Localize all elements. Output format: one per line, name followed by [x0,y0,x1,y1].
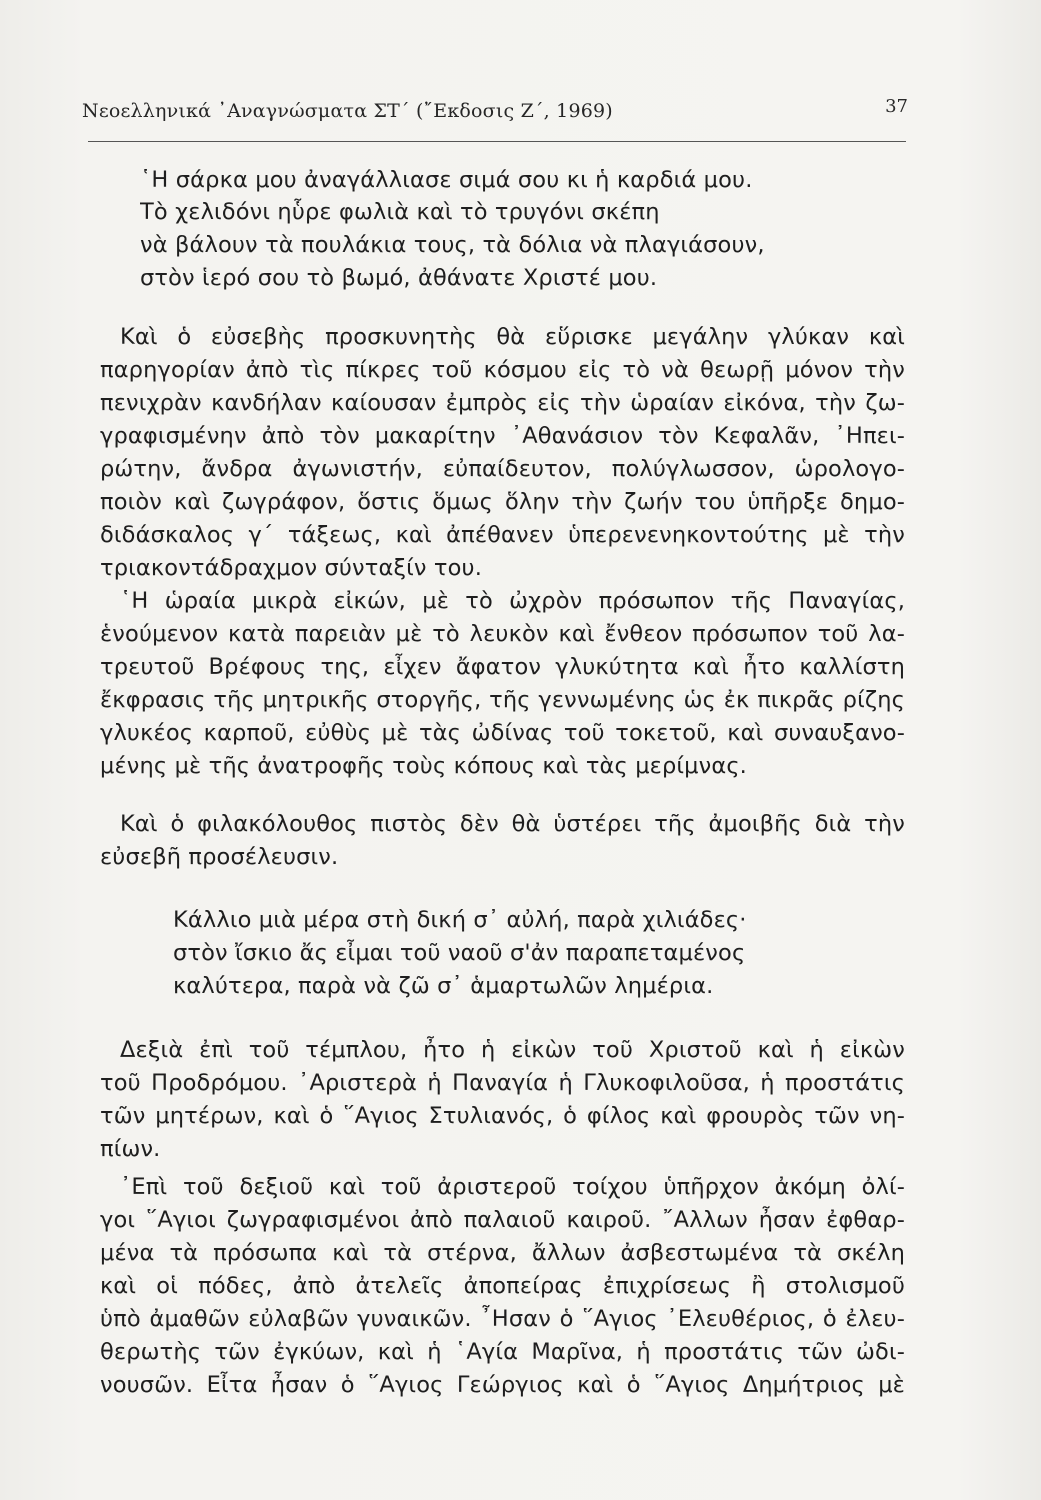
verse-line: ῾Η σάρκα μου ἀναγάλλιασε σιμά σου κι ἡ καρδιά μου. [140,167,753,193]
paragraph-line: ᾿Επὶ τοῦ δεξιοῦ καὶ τοῦ ἀριστεροῦ τοίχου ὑπῆρχον ἀκόμη ὀλί- [120,1174,905,1200]
paragraph-line: τριακοντάδραχμον σύνταξίν του. [100,555,483,581]
page-number: 37 [885,96,908,117]
paragraph-line: τοῦ Προδρόμου. ᾿Αριστερὰ ἡ Παναγία ἡ Γλυκοφιλοῦσα, ἡ προστάτις [100,1070,905,1096]
verse-line: Τὸ χελιδόνι ηὗρε φωλιὰ καὶ τὸ τρυγόνι σκέπη [140,199,660,225]
paragraph-line: ῾Η ὡραία μικρὰ εἰκών, μὲ τὸ ὠχρὸν πρόσωπον τῆς Παναγίας, [120,588,905,614]
verse-line: Κάλλιο μιὰ μέρα στὴ δική σ᾿ αὐλή, παρὰ χιλιάδες· [173,907,747,933]
paragraph-line: γοι ῞Αγιοι ζωγραφισμένοι ἀπὸ παλαιοῦ καιροῦ. ῎Αλλων ἦσαν ἐφθαρ- [100,1207,905,1233]
header-rule [88,141,906,142]
paragraph-line: νουσῶν. Εἶτα ἦσαν ὁ ῞Αγιος Γεώργιος καὶ ὁ ῞Αγιος Δημήτριος μὲ [100,1372,905,1398]
page-header [82,96,912,130]
paragraph-line: ἑνούμενον κατὰ παρειὰν μὲ τὸ λευκὸν καὶ ἔνθεον πρόσωπον τοῦ λα- [100,621,905,647]
paragraph-line: ρώτην, ἄνδρα ἀγωνιστήν, εὐπαίδευτον, πολύγλωσσον, ὡρολογο- [100,456,905,482]
paragraph-line: πενιχρὰν κανδήλαν καίουσαν ἐμπρὸς εἰς τὴν ὡραίαν εἰκόνα, τὴν ζω- [100,390,905,416]
paragraph-line: διδάσκαλος γ΄ τάξεως, καὶ ἀπέθανεν ὑπερενενηκοντούτης μὲ τὴν [100,522,905,548]
paragraph-line: θερωτὴς τῶν ἐγκύων, καὶ ἡ ῾Αγία Μαρῖνα, ἡ προστάτις τῶν ὠδι- [100,1339,905,1365]
paragraph-line: Δεξιὰ ἐπὶ τοῦ τέμπλου, ἦτο ἡ εἰκὼν τοῦ Χριστοῦ καὶ ἡ εἰκὼν [120,1037,905,1063]
paragraph-line: καὶ οἱ πόδες, ἀπὸ ἀτελεῖς ἀποπείρας ἐπιχρίσεως ἢ στολισμοῦ [100,1273,905,1299]
verse-line: στὸν ἴσκιο ἄς εἶμαι τοῦ ναοῦ σ'ἀν παραπεταμένος [173,940,746,966]
paragraph-line: ποιὸν καὶ ζωγράφον, ὅστις ὅμως ὅλην τὴν ζωήν του ὑπῆρξε δημο- [100,489,905,515]
paragraph-line: εὐσεβῆ προσέλευσιν. [100,844,339,870]
paragraph-line: Καὶ ὁ φιλακόλουθος πιστὸς δὲν θὰ ὑστέρει τῆς ἀμοιβῆς διὰ τὴν [120,811,905,837]
verse-line: καλύτερα, παρὰ νὰ ζῶ σ᾿ ἁμαρτωλῶν λημέρια. [173,973,714,999]
paragraph-line: μένα τὰ πρόσωπα καὶ τὰ στέρνα, ἄλλων ἀσβεστωμένα τὰ σκέλη [100,1240,905,1266]
paragraph-line: ὑπὸ ἀμαθῶν εὐλαβῶν γυναικῶν. ῏Ησαν ὁ ῞Αγιος ᾿Ελευθέριος, ὁ ἐλευ- [100,1306,905,1332]
paragraph-line: ἔκφρασις τῆς μητρικῆς στοργῆς, τῆς γεννωμένης ὡς ἐκ πικρᾶς ρίζης [100,687,905,713]
verse-line: νὰ βάλουν τὰ πουλάκια τους, τὰ δόλια νὰ πλαγιάσουν, [140,232,765,258]
paragraph-line: Καὶ ὁ εὐσεβὴς προσκυνητὴς θὰ εὕρισκε μεγάλην γλύκαν καὶ [120,324,905,350]
paragraph-line: πίων. [100,1136,161,1162]
verse-line: στὸν ἱερό σου τὸ βωμό, ἀθάνατε Χριστέ μου. [140,265,658,291]
running-title: Νεοελληνικά ᾿Αναγνώσματα ΣΤ΄ (῎Εκδοσις Ζ΄, 1969) [82,100,613,122]
paragraph-line: γλυκέος καρποῦ, εὐθὺς μὲ τὰς ὠδίνας τοῦ τοκετοῦ, καὶ συναυξανο- [100,720,905,746]
paragraph-line: τῶν μητέρων, καὶ ὁ ῞Αγιος Στυλιανός, ὁ φίλος καὶ φρουρὸς τῶν νη- [100,1103,905,1129]
paragraph-line: μένης μὲ τῆς ἀνατροφῆς τοὺς κόπους καὶ τὰς μερίμνας. [100,753,747,779]
paragraph-line: τρευτοῦ Βρέφους της, εἶχεν ἄφατον γλυκύτητα καὶ ἦτο καλλίστη [100,654,905,680]
paragraph-line: παρηγορίαν ἀπὸ τὶς πίκρες τοῦ κόσμου εἰς τὸ νὰ θεωρῇ μόνον τὴν [100,357,905,383]
paragraph-line: γραφισμένην ἀπὸ τὸν μακαρίτην ᾿Αθανάσιον τὸν Κεφαλᾶν, ᾿Ηπει- [100,423,905,449]
